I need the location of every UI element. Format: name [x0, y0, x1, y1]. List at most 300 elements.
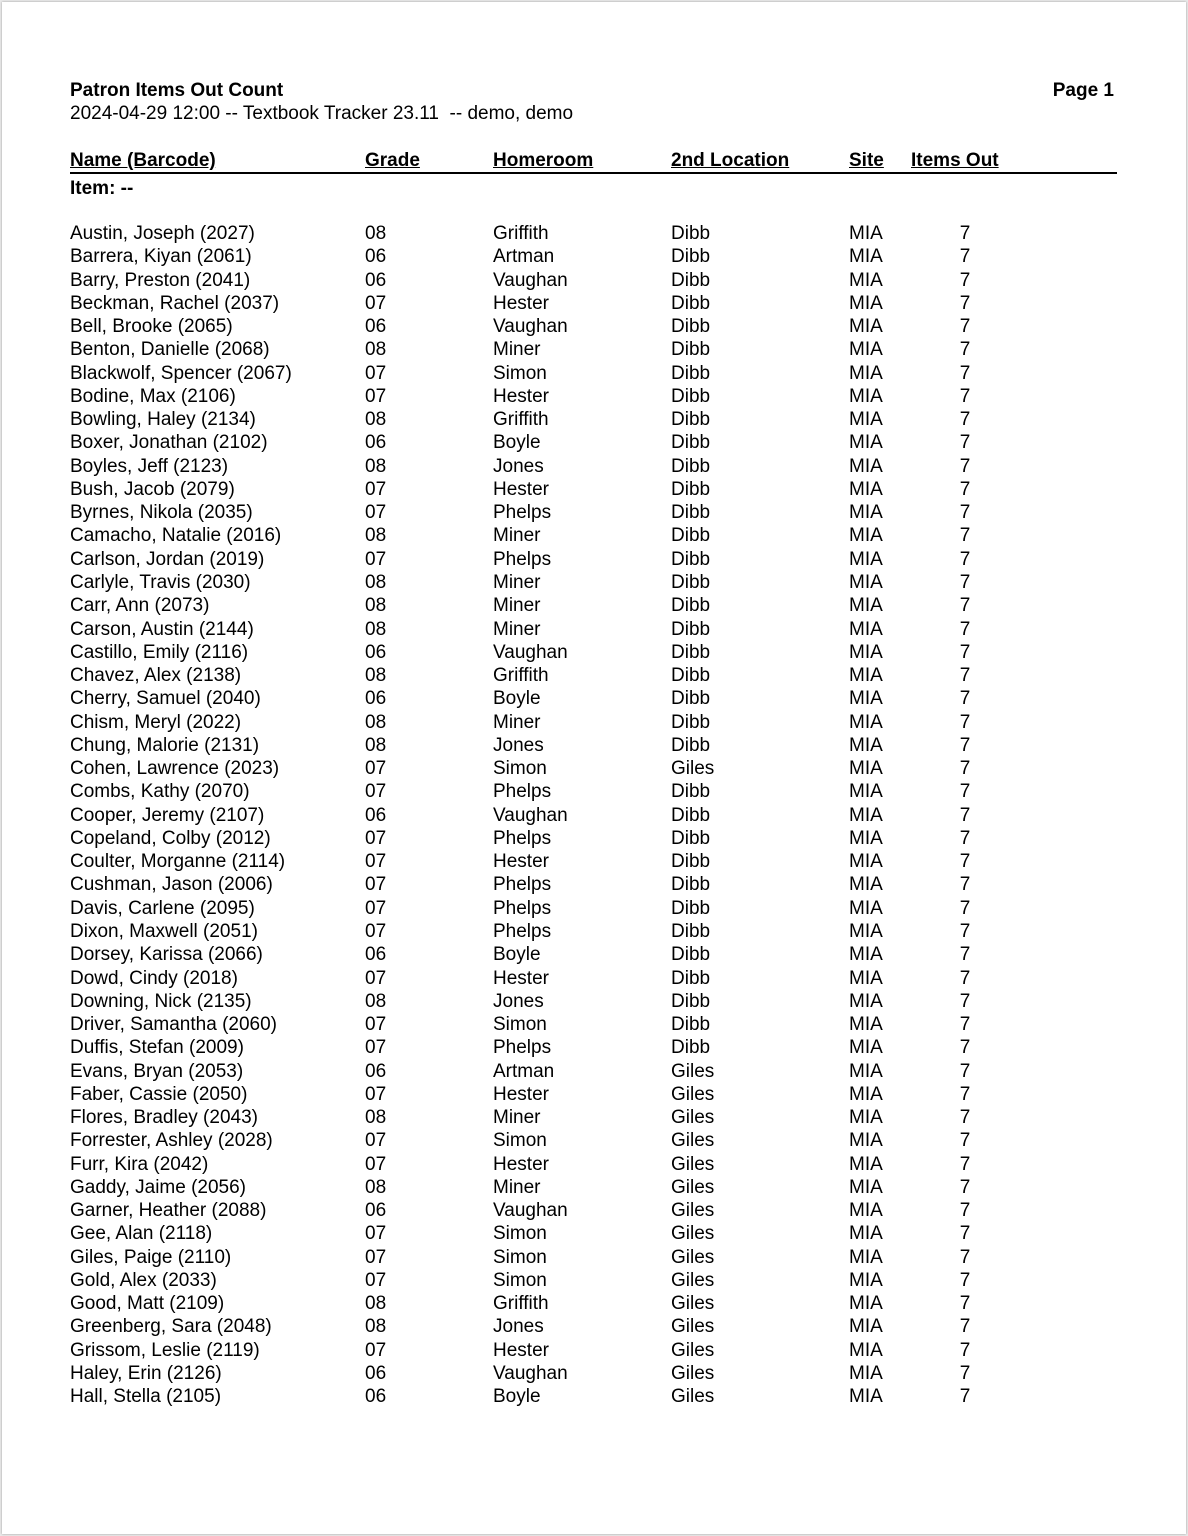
patron-name: Cooper, Jeremy (2107)	[70, 804, 265, 826]
patron-site: MIA	[849, 897, 883, 919]
table-row	[70, 572, 1117, 595]
patron-location: Dibb	[671, 874, 711, 896]
patron-homeroom: Miner	[493, 571, 541, 593]
patron-grade: 08	[365, 711, 387, 733]
patron-site: MIA	[849, 316, 883, 338]
patron-items-out: 7	[959, 1363, 971, 1385]
patron-site: MIA	[849, 525, 883, 547]
patron-location: Dibb	[671, 1014, 711, 1036]
patron-items-out: 7	[959, 967, 971, 989]
patron-homeroom: Miner	[493, 618, 541, 640]
patron-grade: 06	[365, 804, 387, 826]
patron-grade: 07	[365, 827, 387, 849]
patron-location: Dibb	[671, 339, 711, 361]
patron-grade: 06	[365, 688, 387, 710]
patron-items-out: 7	[959, 804, 971, 826]
table-row	[70, 1037, 1117, 1060]
patron-grade: 08	[365, 1293, 387, 1315]
table-row	[70, 1177, 1117, 1200]
patron-grade: 07	[365, 548, 387, 570]
patron-site: MIA	[849, 711, 883, 733]
patron-name: Flores, Bradley (2043)	[70, 1107, 258, 1129]
patron-site: MIA	[849, 1339, 883, 1361]
patron-table-body	[70, 223, 1117, 1410]
page-number: Page 1	[1052, 80, 1114, 101]
patron-site: MIA	[849, 944, 883, 966]
patron-items-out: 7	[959, 1223, 971, 1245]
patron-items-out: 7	[959, 246, 971, 268]
table-row	[70, 1247, 1117, 1270]
patron-items-out: 7	[959, 688, 971, 710]
patron-location: Dibb	[671, 269, 711, 291]
patron-grade: 08	[365, 525, 387, 547]
patron-items-out: 7	[959, 269, 971, 291]
patron-homeroom: Hester	[493, 1339, 549, 1361]
patron-items-out: 7	[959, 1269, 971, 1291]
patron-location: Dibb	[671, 316, 711, 338]
patron-homeroom: Simon	[493, 1130, 547, 1152]
table-row	[70, 479, 1117, 502]
patron-name: Bush, Jacob (2079)	[70, 478, 235, 500]
patron-name: Dowd, Cindy (2018)	[70, 967, 238, 989]
table-row	[70, 1386, 1117, 1409]
table-row	[70, 1061, 1117, 1084]
patron-homeroom: Phelps	[493, 827, 552, 849]
patron-site: MIA	[849, 781, 883, 803]
patron-location: Dibb	[671, 665, 711, 687]
table-row	[70, 223, 1117, 246]
patron-grade: 07	[365, 1246, 387, 1268]
patron-items-out: 7	[959, 385, 971, 407]
patron-items-out: 7	[959, 920, 971, 942]
patron-name: Cherry, Samuel (2040)	[70, 688, 261, 710]
patron-homeroom: Hester	[493, 967, 549, 989]
patron-items-out: 7	[959, 641, 971, 663]
patron-items-out: 7	[959, 1083, 971, 1105]
patron-name: Hall, Stella (2105)	[70, 1386, 222, 1408]
patron-items-out: 7	[959, 897, 971, 919]
patron-location: Giles	[671, 1200, 715, 1222]
patron-location: Giles	[671, 1386, 715, 1408]
patron-name: Davis, Carlene (2095)	[70, 897, 255, 919]
patron-location: Dibb	[671, 967, 711, 989]
patron-homeroom: Jones	[493, 1316, 544, 1338]
table-row	[70, 1014, 1117, 1037]
table-row	[70, 968, 1117, 991]
patron-grade: 06	[365, 1200, 387, 1222]
patron-grade: 07	[365, 758, 387, 780]
table-row	[70, 1154, 1117, 1177]
patron-grade: 07	[365, 1269, 387, 1291]
patron-homeroom: Miner	[493, 1176, 541, 1198]
patron-homeroom: Griffith	[493, 665, 549, 687]
patron-homeroom: Jones	[493, 734, 544, 756]
patron-site: MIA	[849, 385, 883, 407]
patron-location: Dibb	[671, 385, 711, 407]
patron-homeroom: Artman	[493, 246, 555, 268]
patron-location: Giles	[671, 1293, 715, 1315]
patron-grade: 08	[365, 734, 387, 756]
patron-items-out: 7	[959, 571, 971, 593]
table-row	[70, 432, 1117, 455]
patron-location: Dibb	[671, 455, 711, 477]
patron-location: Giles	[671, 1107, 715, 1129]
patron-name: Evans, Bryan (2053)	[70, 1060, 244, 1082]
patron-homeroom: Vaughan	[493, 316, 568, 338]
patron-items-out: 7	[959, 1176, 971, 1198]
patron-grade: 06	[365, 1386, 387, 1408]
patron-grade: 06	[365, 269, 387, 291]
patron-homeroom: Miner	[493, 1107, 541, 1129]
patron-name: Grissom, Leslie (2119)	[70, 1339, 260, 1361]
patron-site: MIA	[849, 734, 883, 756]
table-row	[70, 758, 1117, 781]
patron-grade: 07	[365, 1339, 387, 1361]
patron-site: MIA	[849, 223, 883, 244]
patron-site: MIA	[849, 246, 883, 268]
patron-grade: 07	[365, 1083, 387, 1105]
table-row	[70, 409, 1117, 432]
patron-name: Chung, Malorie (2131)	[70, 734, 260, 756]
patron-items-out: 7	[959, 1037, 971, 1059]
patron-location: Dibb	[671, 618, 711, 640]
patron-homeroom: Hester	[493, 292, 549, 314]
patron-location: Dibb	[671, 1037, 711, 1059]
patron-homeroom: Boyle	[493, 1386, 541, 1408]
patron-site: MIA	[849, 455, 883, 477]
patron-name: Driver, Samantha (2060)	[70, 1014, 277, 1036]
patron-homeroom: Miner	[493, 339, 541, 361]
table-row	[70, 851, 1117, 874]
patron-homeroom: Phelps	[493, 781, 552, 803]
patron-site: MIA	[849, 1246, 883, 1268]
table-row	[70, 502, 1117, 525]
patron-grade: 06	[365, 1060, 387, 1082]
patron-name: Barrera, Kiyan (2061)	[70, 246, 252, 268]
table-row	[70, 1316, 1117, 1339]
table-row	[70, 316, 1117, 339]
patron-homeroom: Phelps	[493, 1037, 552, 1059]
patron-grade: 08	[365, 339, 387, 361]
table-row	[70, 781, 1117, 804]
patron-location: Dibb	[671, 571, 711, 593]
patron-name: Chavez, Alex (2138)	[70, 665, 242, 687]
patron-location: Giles	[671, 1316, 715, 1338]
patron-homeroom: Jones	[493, 455, 544, 477]
patron-name: Byrnes, Nikola (2035)	[70, 502, 253, 524]
patron-items-out: 7	[959, 781, 971, 803]
table-row	[70, 828, 1117, 851]
patron-location: Dibb	[671, 223, 711, 244]
patron-location: Dibb	[671, 734, 711, 756]
patron-name: Haley, Erin (2126)	[70, 1363, 222, 1385]
patron-name: Carr, Ann (2073)	[70, 595, 210, 617]
patron-site: MIA	[849, 804, 883, 826]
patron-name: Blackwolf, Spencer (2067)	[70, 362, 292, 384]
patron-site: MIA	[849, 1386, 883, 1408]
patron-location: Dibb	[671, 502, 711, 524]
patron-name: Duffis, Stefan (2009)	[70, 1037, 244, 1059]
patron-items-out: 7	[959, 827, 971, 849]
patron-homeroom: Hester	[493, 478, 549, 500]
table-row	[70, 898, 1117, 921]
patron-site: MIA	[849, 1223, 883, 1245]
table-row	[70, 386, 1117, 409]
column-header-site: Site	[849, 150, 884, 171]
patron-name: Bodine, Max (2106)	[70, 385, 236, 407]
patron-site: MIA	[849, 339, 883, 361]
patron-name: Dorsey, Karissa (2066)	[70, 944, 263, 966]
patron-name: Boyles, Jeff (2123)	[70, 455, 229, 477]
patron-name: Austin, Joseph (2027)	[70, 223, 255, 244]
item-group-label: Item: --	[70, 178, 134, 199]
patron-grade: 08	[365, 618, 387, 640]
patron-items-out: 7	[959, 339, 971, 361]
patron-grade: 08	[365, 1107, 387, 1129]
patron-homeroom: Hester	[493, 1083, 549, 1105]
patron-location: Giles	[671, 1130, 715, 1152]
patron-homeroom: Boyle	[493, 688, 541, 710]
patron-grade: 07	[365, 1014, 387, 1036]
table-row	[70, 595, 1117, 618]
table-row	[70, 805, 1117, 828]
patron-site: MIA	[849, 920, 883, 942]
patron-site: MIA	[849, 571, 883, 593]
table-row	[70, 1130, 1117, 1153]
patron-name: Gold, Alex (2033)	[70, 1269, 217, 1291]
table-row	[70, 339, 1117, 362]
table-row	[70, 712, 1117, 735]
table-row	[70, 874, 1117, 897]
patron-homeroom: Phelps	[493, 920, 552, 942]
table-row	[70, 619, 1117, 642]
patron-items-out: 7	[959, 548, 971, 570]
patron-name: Good, Matt (2109)	[70, 1293, 225, 1315]
patron-location: Dibb	[671, 990, 711, 1012]
patron-grade: 07	[365, 967, 387, 989]
patron-location: Giles	[671, 1060, 715, 1082]
patron-name: Bell, Brooke (2065)	[70, 316, 233, 338]
table-row	[70, 293, 1117, 316]
patron-homeroom: Griffith	[493, 409, 549, 431]
patron-grade: 06	[365, 246, 387, 268]
patron-location: Giles	[671, 1246, 715, 1268]
patron-grade: 08	[365, 990, 387, 1012]
patron-name: Downing, Nick (2135)	[70, 990, 252, 1012]
patron-name: Garner, Heather (2088)	[70, 1200, 267, 1222]
patron-location: Giles	[671, 1363, 715, 1385]
patron-location: Dibb	[671, 711, 711, 733]
table-row	[70, 991, 1117, 1014]
patron-items-out: 7	[959, 455, 971, 477]
patron-homeroom: Hester	[493, 1153, 549, 1175]
patron-grade: 07	[365, 292, 387, 314]
patron-site: MIA	[849, 1107, 883, 1129]
patron-site: MIA	[849, 292, 883, 314]
patron-site: MIA	[849, 851, 883, 873]
patron-items-out: 7	[959, 409, 971, 431]
patron-site: MIA	[849, 990, 883, 1012]
table-row	[70, 1107, 1117, 1130]
patron-site: MIA	[849, 1176, 883, 1198]
patron-site: MIA	[849, 478, 883, 500]
patron-name: Dixon, Maxwell (2051)	[70, 920, 258, 942]
patron-name: Boxer, Jonathan (2102)	[70, 432, 268, 454]
patron-location: Dibb	[671, 804, 711, 826]
patron-homeroom: Simon	[493, 1246, 547, 1268]
patron-site: MIA	[849, 362, 883, 384]
patron-site: MIA	[849, 1153, 883, 1175]
patron-location: Giles	[671, 1339, 715, 1361]
patron-location: Dibb	[671, 688, 711, 710]
patron-grade: 07	[365, 362, 387, 384]
patron-location: Giles	[671, 1176, 715, 1198]
patron-name: Gee, Alan (2118)	[70, 1223, 213, 1245]
table-row	[70, 270, 1117, 293]
patron-items-out: 7	[959, 1200, 971, 1222]
patron-items-out: 7	[959, 1107, 971, 1129]
table-row	[70, 1340, 1117, 1363]
patron-homeroom: Simon	[493, 1014, 547, 1036]
patron-homeroom: Simon	[493, 1269, 547, 1291]
patron-homeroom: Boyle	[493, 944, 541, 966]
patron-items-out: 7	[959, 292, 971, 314]
patron-name: Camacho, Natalie (2016)	[70, 525, 282, 547]
patron-items-out: 7	[959, 711, 971, 733]
patron-site: MIA	[849, 1014, 883, 1036]
report-page	[2, 2, 1186, 1534]
patron-homeroom: Hester	[493, 385, 549, 407]
table-row	[70, 1084, 1117, 1107]
patron-name: Combs, Kathy (2070)	[70, 781, 250, 803]
patron-grade: 08	[365, 665, 387, 687]
patron-location: Giles	[671, 1223, 715, 1245]
table-row	[70, 1200, 1117, 1223]
patron-homeroom: Griffith	[493, 223, 549, 244]
patron-grade: 06	[365, 1363, 387, 1385]
patron-site: MIA	[849, 1200, 883, 1222]
patron-location: Dibb	[671, 897, 711, 919]
patron-items-out: 7	[959, 990, 971, 1012]
patron-items-out: 7	[959, 851, 971, 873]
column-header-grade: Grade	[365, 150, 420, 171]
patron-site: MIA	[849, 1316, 883, 1338]
patron-name: Carlyle, Travis (2030)	[70, 571, 251, 593]
patron-location: Dibb	[671, 548, 711, 570]
patron-grade: 06	[365, 641, 387, 663]
patron-location: Dibb	[671, 478, 711, 500]
patron-items-out: 7	[959, 1316, 971, 1338]
patron-name: Giles, Paige (2110)	[70, 1246, 232, 1268]
patron-grade: 08	[365, 1316, 387, 1338]
patron-items-out: 7	[959, 1386, 971, 1408]
patron-name: Copeland, Colby (2012)	[70, 827, 271, 849]
patron-location: Dibb	[671, 781, 711, 803]
patron-site: MIA	[849, 1363, 883, 1385]
patron-items-out: 7	[959, 478, 971, 500]
patron-location: Dibb	[671, 851, 711, 873]
patron-grade: 07	[365, 1130, 387, 1152]
patron-location: Dibb	[671, 944, 711, 966]
patron-items-out: 7	[959, 1014, 971, 1036]
patron-homeroom: Vaughan	[493, 269, 568, 291]
patron-items-out: 7	[959, 525, 971, 547]
patron-grade: 08	[365, 571, 387, 593]
patron-location: Dibb	[671, 246, 711, 268]
patron-location: Dibb	[671, 641, 711, 663]
report-title: Patron Items Out Count	[70, 80, 284, 101]
patron-name: Barry, Preston (2041)	[70, 269, 251, 291]
patron-homeroom: Simon	[493, 362, 547, 384]
table-row	[70, 246, 1117, 269]
patron-homeroom: Hester	[493, 851, 549, 873]
patron-items-out: 7	[959, 758, 971, 780]
patron-site: MIA	[849, 618, 883, 640]
patron-items-out: 7	[959, 432, 971, 454]
patron-grade: 08	[365, 595, 387, 617]
table-row	[70, 1363, 1117, 1386]
patron-items-out: 7	[959, 1060, 971, 1082]
patron-grade: 07	[365, 1223, 387, 1245]
patron-items-out: 7	[959, 1153, 971, 1175]
patron-location: Dibb	[671, 920, 711, 942]
patron-homeroom: Miner	[493, 595, 541, 617]
patron-homeroom: Phelps	[493, 874, 552, 896]
patron-grade: 06	[365, 944, 387, 966]
patron-items-out: 7	[959, 734, 971, 756]
patron-grade: 08	[365, 1176, 387, 1198]
patron-site: MIA	[849, 688, 883, 710]
patron-location: Giles	[671, 1153, 715, 1175]
patron-site: MIA	[849, 665, 883, 687]
patron-homeroom: Griffith	[493, 1293, 549, 1315]
patron-homeroom: Phelps	[493, 548, 552, 570]
patron-homeroom: Jones	[493, 990, 544, 1012]
patron-homeroom: Simon	[493, 758, 547, 780]
patron-homeroom: Vaughan	[493, 804, 568, 826]
patron-name: Furr, Kira (2042)	[70, 1153, 209, 1175]
patron-site: MIA	[849, 1083, 883, 1105]
patron-items-out: 7	[959, 1246, 971, 1268]
patron-site: MIA	[849, 874, 883, 896]
patron-homeroom: Miner	[493, 525, 541, 547]
patron-items-out: 7	[959, 665, 971, 687]
patron-name: Cohen, Lawrence (2023)	[70, 758, 280, 780]
patron-site: MIA	[849, 641, 883, 663]
patron-location: Giles	[671, 758, 715, 780]
patron-items-out: 7	[959, 316, 971, 338]
patron-location: Dibb	[671, 292, 711, 314]
patron-name: Faber, Cassie (2050)	[70, 1083, 248, 1105]
patron-name: Forrester, Ashley (2028)	[70, 1130, 273, 1152]
patron-items-out: 7	[959, 1293, 971, 1315]
column-header-location: 2nd Location	[671, 150, 790, 171]
patron-grade: 07	[365, 897, 387, 919]
patron-site: MIA	[849, 432, 883, 454]
patron-name: Cushman, Jason (2006)	[70, 874, 273, 896]
patron-location: Dibb	[671, 409, 711, 431]
patron-name: Benton, Danielle (2068)	[70, 339, 270, 361]
patron-grade: 07	[365, 781, 387, 803]
patron-location: Dibb	[671, 362, 711, 384]
patron-items-out: 7	[959, 595, 971, 617]
patron-site: MIA	[849, 595, 883, 617]
table-row	[70, 1270, 1117, 1293]
patron-site: MIA	[849, 827, 883, 849]
patron-grade: 07	[365, 502, 387, 524]
patron-homeroom: Vaughan	[493, 1363, 568, 1385]
patron-items-out: 7	[959, 874, 971, 896]
